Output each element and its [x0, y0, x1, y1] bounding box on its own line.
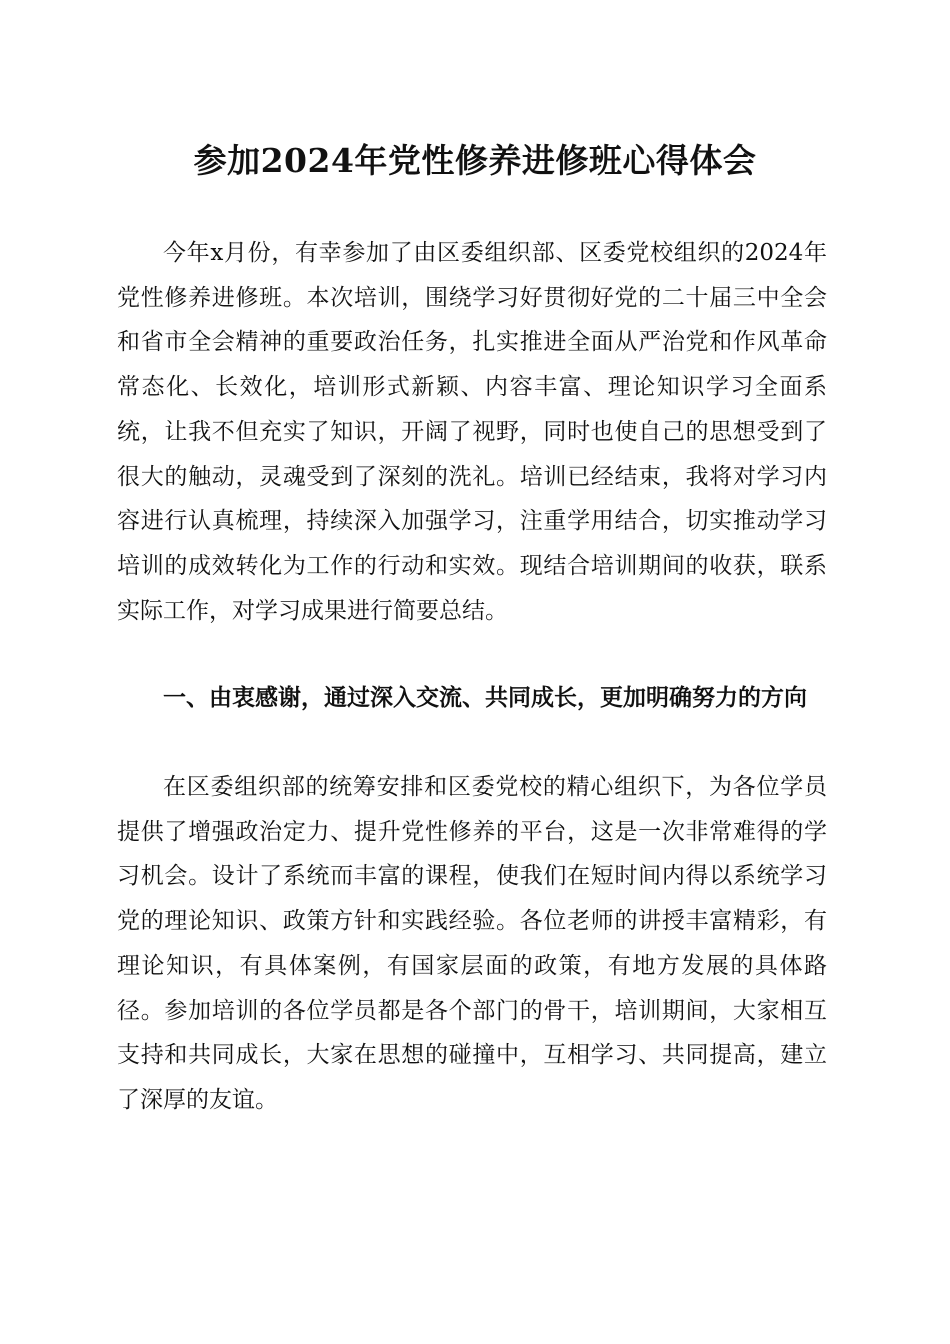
- section-heading-1: 一、由衷感谢，通过深入交流、共同成长，更加明确努力的方向: [163, 685, 807, 711]
- intro-paragraph: 今年x月份，有幸参加了由区委组织部、区委党校组织的2024年党性修养进修班。本次培训，围绕学习好贯彻好党的二十届三中全会和省市全会精神的重要政治任务，扎实推进全面从严治党和作风革命常态化、长效化，培训形式新颖、内容丰富、理论知识学习全面系统，让我不但充实了知识，开阔了视野，同时也使自己的思想受到了很大的触动，灵魂受到了深刻的洗礼。培训已经结束，我将对学习内容进行认真梳理，持续深入加强学习，注重学用结合，切实推动学习培训的成效转化为工作的行动和实效。现结合培训期间的收获，联系实际工作，对学习成果进行简要总结。: [117, 240, 827, 624]
- document-title: 参加2024年党性修养进修班心得体会: [193, 141, 757, 180]
- section-1-paragraph: 在区委组织部的统筹安排和区委党校的精心组织下，为各位学员提供了增强政治定力、提升党性修养的平台，这是一次非常难得的学习机会。设计了系统而丰富的课程，使我们在短时间内得以系统学习党的理论知识、政策方针和实践经验。各位老师的讲授丰富精彩，有理论知识，有具体案例，有国家层面的政策，有地方发展的具体路径。参加培训的各位学员都是各个部门的骨干，培训期间，大家相互支持和共同成长，大家在思想的碰撞中，互相学习、共同提高，建立了深厚的友谊。: [117, 774, 827, 1113]
